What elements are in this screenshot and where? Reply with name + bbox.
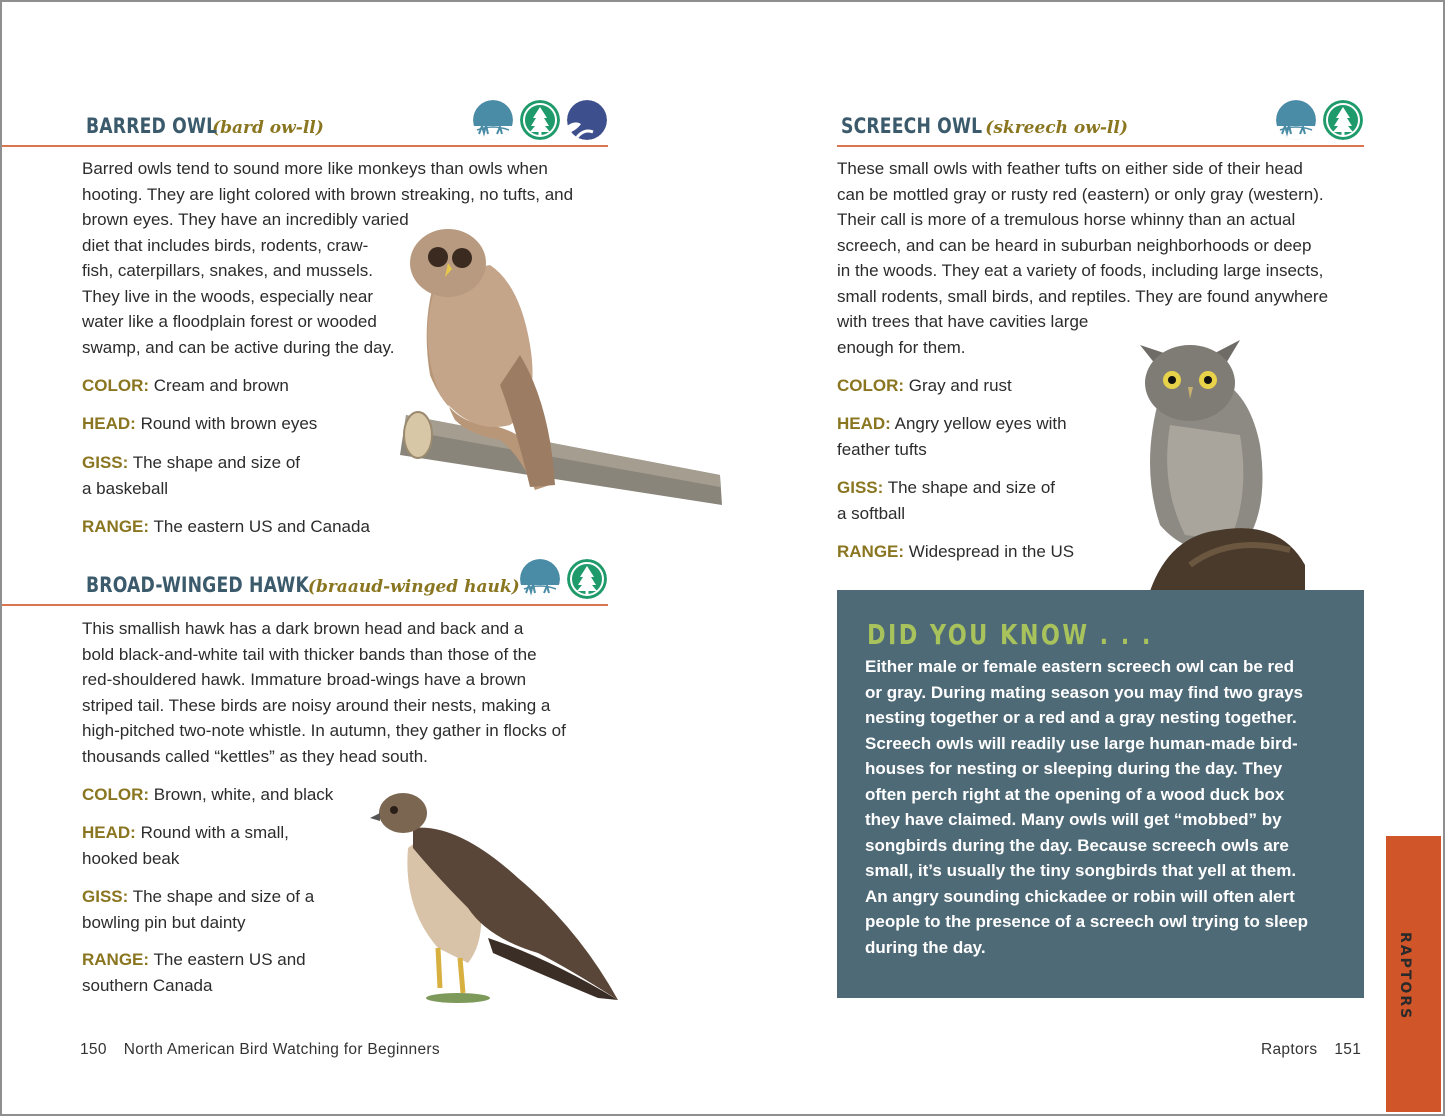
forest-icon: [567, 559, 607, 599]
broad-winged-hawk-description: [82, 616, 607, 769]
text-line: songbirds during the day. Because screech owls are: [865, 835, 1289, 855]
field-key: HEAD:: [82, 414, 136, 433]
text-line: with trees that have cavities large: [837, 312, 1089, 331]
broad-winged-hawk-name: BROAD-WINGED HAWK: [86, 573, 309, 597]
barred-owl-head: [82, 411, 317, 437]
forest-icon: [1323, 100, 1363, 140]
field-value: feather tufts: [837, 439, 927, 459]
forest-icon: [520, 100, 560, 140]
book-title: North American Bird Watching for Beginners: [123, 1041, 440, 1058]
field-value: The shape and size of: [128, 453, 300, 472]
field-value: The shape and size of a: [128, 887, 315, 906]
text-line: small rodents, small birds, and reptiles. They are found anywhere: [837, 286, 1329, 306]
field-value: a baskeball: [82, 478, 169, 498]
barred-owl-photo: [400, 225, 725, 510]
field-value: The shape and size of: [883, 478, 1055, 497]
section-rule: [837, 145, 1364, 147]
text-line: during the day.: [865, 937, 986, 957]
did-you-know-title: DID YOU KNOW . . .: [867, 618, 1153, 651]
screech-owl-name: SCREECH OWL: [841, 114, 983, 138]
text-line: enough for them.: [837, 337, 966, 357]
barred-owl-pronunciation: (bard ow-ll): [212, 118, 324, 138]
broad-winged-hawk-heading: [86, 573, 520, 597]
field-key: COLOR:: [82, 376, 150, 395]
water-icon: [567, 100, 607, 140]
field-value: Gray and rust: [904, 376, 1012, 395]
text-line: high-pitched two-note whistle. In autumn, they gather in flocks of: [82, 721, 566, 740]
field-key: RANGE:: [82, 950, 150, 969]
text-line: often perch right at the opening of a wood duck box: [865, 784, 1285, 804]
text-line: in the woods. They eat a variety of foods, including large insects,: [837, 261, 1324, 280]
text-line: This smallish hawk has a dark brown head and back and a: [82, 619, 524, 638]
text-line: small, it’s usually the tiny songbirds that yell at them.: [865, 861, 1297, 880]
text-line: hooting. They are light colored with brown streaking, no tufts, and: [82, 184, 574, 204]
field-key: COLOR:: [837, 376, 905, 395]
text-line: houses for nesting or sleeping during the day. They: [865, 759, 1283, 778]
text-line: These small owls with feather tufts on either side of their head: [837, 159, 1303, 178]
text-line: water like a floodplain forest or wooded: [82, 312, 377, 331]
field-value: Brown, white, and black: [149, 785, 334, 804]
broad-winged-hawk-pronunciation: (braaud-winged hauk): [307, 577, 520, 597]
text-line: Their call is more of a tremulous horse whinny than an actual: [837, 210, 1296, 229]
screech-owl-range: [837, 539, 1074, 565]
screech-owl-color: [837, 373, 1012, 399]
field-key: HEAD:: [82, 823, 136, 842]
field-value: The eastern US and: [149, 950, 306, 969]
barred-owl-name: BARRED OWL: [86, 114, 218, 138]
field-value: The eastern US and Canada: [149, 517, 370, 536]
text-line: Screech owls will readily use large human-made bird-: [865, 733, 1298, 753]
screech-owl-description: [837, 156, 1364, 360]
text-line: swamp, and can be active during the day.: [82, 337, 395, 357]
text-line: brown eyes. They have an incredibly varied: [82, 210, 409, 229]
text-line: bold black-and-white tail with thicker bands than those of the: [82, 644, 537, 664]
did-you-know-text: [865, 654, 1345, 960]
field-value: bowling pin but dainty: [82, 912, 246, 932]
barred-owl-giss: [82, 450, 300, 501]
left-folio: [80, 1041, 440, 1059]
text-line: can be mottled gray or rusty red (eastern) or only gray (western).: [837, 184, 1324, 204]
field-key: COLOR:: [82, 785, 150, 804]
text-line: people to the presence of a screech owl trying to sleep: [865, 912, 1309, 931]
field-key: GISS:: [82, 887, 129, 906]
field-key: HEAD:: [837, 414, 891, 433]
screech-owl-giss: [837, 475, 1055, 526]
section-tab: [1386, 836, 1441, 1112]
barred-owl-range: [82, 514, 370, 540]
field-value: a softball: [837, 503, 906, 523]
broad-winged-hawk-range: [82, 947, 306, 998]
text-line: or gray. During mating season you may find two grays: [865, 682, 1303, 702]
broad-winged-hawk-color: [82, 782, 333, 808]
screech-owl-heading: [841, 114, 1128, 138]
field-value: Cream and brown: [149, 376, 289, 395]
text-line: Barred owls tend to sound more like monkeys than owls when: [82, 159, 548, 178]
field-value: hooked beak: [82, 848, 180, 868]
field-value: southern Canada: [82, 975, 213, 995]
text-line: An angry sounding chickadee or robin will often alert: [865, 886, 1295, 906]
section-rule: [2, 604, 608, 606]
text-line: they have claimed. Many owls will get “mobbed” by: [865, 810, 1282, 829]
text-line: diet that includes birds, rodents, craw-: [82, 235, 369, 255]
text-line: striped tail. These birds are noisy around their nests, making a: [82, 695, 551, 715]
wetland-icon: [520, 559, 560, 599]
field-key: RANGE:: [82, 517, 150, 536]
field-key: GISS:: [82, 453, 129, 472]
text-line: red-shouldered hawk. Immature broad-wings have a brown: [82, 670, 527, 689]
wetland-icon: [1276, 100, 1316, 140]
text-line: Either male or female eastern screech owl can be red: [865, 657, 1294, 676]
text-line: fish, caterpillars, snakes, and mussels.: [82, 261, 374, 280]
section-title: Raptors: [1261, 1041, 1318, 1058]
screech-owl-pronunciation: (skreech ow-ll): [985, 118, 1128, 138]
screech-owl-photo: [1130, 335, 1310, 591]
broad-winged-hawk-photo: [368, 788, 623, 1003]
broad-winged-hawk-head: [82, 820, 289, 871]
field-value: Widespread in the US: [904, 542, 1075, 561]
text-line: nesting together or a red and a gray nesting together.: [865, 708, 1297, 727]
text-line: They live in the woods, especially near: [82, 286, 374, 306]
did-you-know-box: [837, 590, 1364, 998]
section-tab-label: RAPTORS: [1397, 932, 1413, 1021]
broad-winged-hawk-giss: [82, 884, 314, 935]
barred-owl-heading: [86, 114, 324, 138]
field-value: Round with brown eyes: [135, 414, 318, 433]
screech-owl-head: [837, 411, 1067, 462]
page-number: 150: [80, 1041, 107, 1058]
field-key: GISS:: [837, 478, 884, 497]
wetland-icon: [473, 100, 513, 140]
section-rule: [2, 145, 608, 147]
barred-owl-color: [82, 373, 289, 399]
text-line: screech, and can be heard in suburban neighborhoods or deep: [837, 235, 1312, 255]
field-value: Angry yellow eyes with: [890, 414, 1067, 433]
field-value: Round with a small,: [135, 823, 289, 842]
text-line: thousands called “kettles” as they head south.: [82, 746, 428, 766]
right-folio: [1261, 1041, 1361, 1059]
page-number: 151: [1334, 1041, 1362, 1058]
field-key: RANGE:: [837, 542, 905, 561]
